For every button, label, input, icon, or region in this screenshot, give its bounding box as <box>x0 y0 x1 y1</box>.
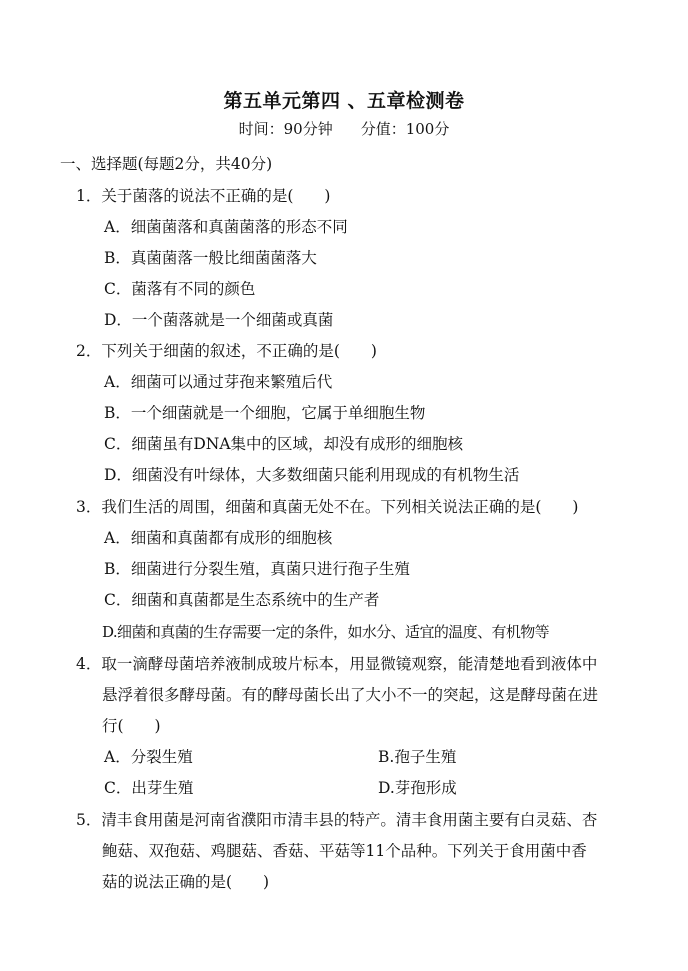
question-2-option-c: C．细菌虽有DNA集中的区域，却没有成形的细胞核 <box>104 435 464 453</box>
question-1-option-c: C．菌落有不同的颜色 <box>104 280 256 298</box>
exam-title: 第五单元第四 、五章检测卷 <box>223 90 465 112</box>
question-5-stem-line-3: 菇的说法正确的是( ) <box>102 873 270 891</box>
question-1-stem: 1．关于菌落的说法不正确的是( ) <box>76 187 331 205</box>
question-3-option-b: B．细菌进行分裂生殖，真菌只进行孢子生殖 <box>104 560 410 578</box>
question-3-option-d: D.细菌和真菌的生存需要一定的条件，如水分、适宜的温度、有机物等 <box>102 623 550 641</box>
exam-time: 时间：90分钟 <box>238 120 333 138</box>
question-4-option-d: D.芽孢形成 <box>378 779 457 797</box>
question-5-stem-line-1: 5．清丰食用菌是河南省濮阳市清丰县的特产。清丰食用菌主要有白灵菇、杏 <box>76 811 598 829</box>
question-4-option-a: A．分裂生殖 <box>104 748 193 766</box>
question-3-option-a: A．细菌和真菌都有成形的细胞核 <box>104 529 333 547</box>
question-2-stem: 2．下列关于细菌的叙述，不正确的是( ) <box>76 342 377 360</box>
question-4-option-c: C．出芽生殖 <box>104 779 194 797</box>
exam-score: 分值：100分 <box>360 120 450 138</box>
question-5-stem-line-2: 鲍菇、双孢菇、鸡腿菇、香菇、平菇等11个品种。下列关于食用菌中香 <box>102 842 587 860</box>
question-3-stem: 3．我们生活的周围，细菌和真菌无处不在。下列相关说法正确的是( ) <box>76 498 579 516</box>
question-3-option-c: C．细菌和真菌都是生态系统中的生产者 <box>104 591 380 609</box>
question-2-option-a: A．细菌可以通过芽孢来繁殖后代 <box>104 373 333 391</box>
question-2-option-b: B．一个细菌就是一个细胞，它属于单细胞生物 <box>104 404 426 422</box>
question-1-option-d: D．一个菌落就是一个细菌或真菌 <box>104 311 334 329</box>
question-4-stem-line-1: 4．取一滴酵母菌培养液制成玻片标本，用显微镜观察，能清楚地看到液体中 <box>76 655 598 673</box>
question-2-option-d: D．细菌没有叶绿体，大多数细菌只能利用现成的有机物生活 <box>104 466 520 484</box>
question-1-option-b: B．真菌菌落一般比细菌菌落大 <box>104 249 317 267</box>
question-1-option-a: A．细菌菌落和真菌菌落的形态不同 <box>104 218 348 236</box>
exam-info <box>0 118 688 139</box>
question-4-stem-line-3: 行( ) <box>102 717 161 735</box>
section-heading: 一、选择题(每题2分，共40分) <box>60 155 273 173</box>
question-4-option-b: B.孢子生殖 <box>378 748 457 766</box>
question-4-stem-line-2: 悬浮着很多酵母菌。有的酵母菌长出了大小不一的突起，这是酵母菌在进 <box>102 686 599 704</box>
